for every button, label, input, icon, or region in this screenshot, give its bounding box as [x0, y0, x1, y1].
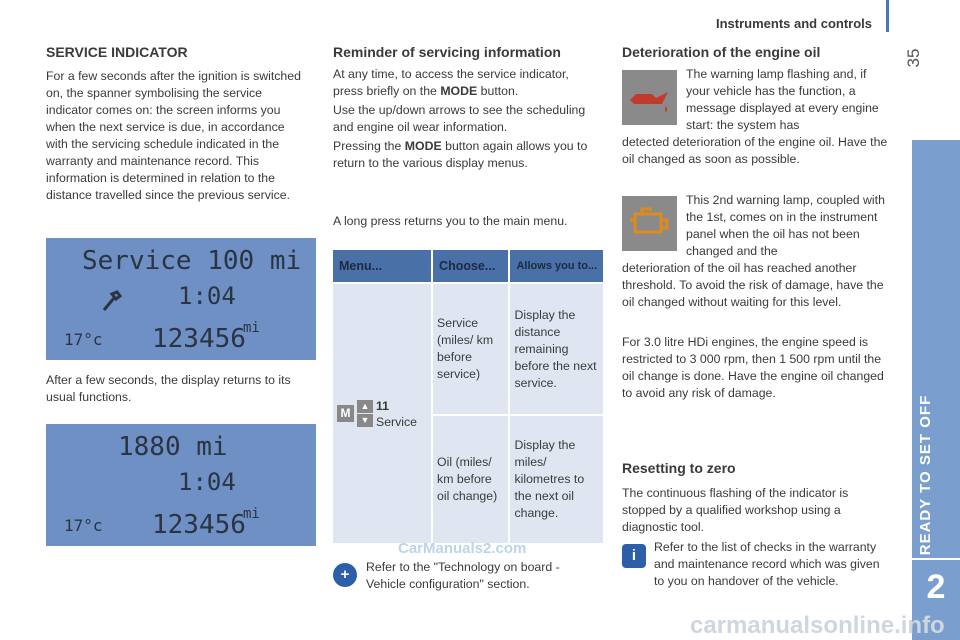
menu-label: Service [376, 414, 418, 429]
resetting-heading: Resetting to zero [622, 460, 736, 476]
reminder-text-2: Use the up/down arrows to see the scheduling and engine oil wear information. [333, 103, 586, 134]
menu-table [333, 250, 605, 543]
sidebar-rule [912, 558, 960, 560]
lcd-unit: mi [243, 506, 260, 522]
lcd-distance-line: 1880 mi [118, 432, 228, 462]
lcd-time: 1:04 [178, 468, 236, 496]
checks-note: Refer to the list of checks in the warranty and maintenance record which was given to you on handover of the vehicle. [654, 540, 880, 588]
oil-warning-icon [622, 70, 677, 125]
second-lamp-text: This 2nd warning lamp, coupled with the 1st, comes on in the instrument panel when the oil has not been changed and the [686, 193, 885, 258]
plus-icon: + [333, 563, 357, 587]
info-icon: i [622, 544, 646, 568]
footer-watermark: carmanualsonline.info [690, 612, 945, 639]
chapter-number: 2 [926, 568, 946, 606]
spanner-icon [100, 290, 122, 319]
display-returns-text: After a few seconds, the display returns to its usual functions. [46, 373, 291, 404]
menu-cell [333, 283, 432, 543]
service-display-image [46, 238, 316, 360]
reference-note: Refer to the "Technology on board - Vehicle configuration" section. [366, 560, 560, 591]
oil-warning-text: The warning lamp flashing and, if your vehicle has the function, a message displayed at every engine start: the system has [686, 67, 879, 132]
m-key-icon: M [337, 405, 354, 422]
lcd-temp: 17°c [64, 516, 103, 535]
reminder-text-1: At any time, to access the service indicator, press briefly on the MODE button. [333, 67, 569, 98]
chapter-label: READY TO SET OFF [917, 394, 934, 556]
table-row [333, 283, 604, 415]
mode-keyword: MODE [404, 139, 442, 153]
table-header: Menu... [333, 250, 432, 283]
lcd-time: 1:04 [178, 282, 236, 310]
table-header: Allows you to... [509, 250, 604, 283]
up-down-icon: ▲ ▼ [357, 399, 373, 428]
lcd-odometer: 123456 [152, 324, 246, 354]
reminder-heading: Reminder of servicing information [333, 44, 561, 60]
service-indicator-heading: SERVICE INDICATOR [46, 44, 188, 60]
reminder-text-3: Pressing the MODE button again allows you to return to the various display menus. [333, 139, 588, 170]
hdi-engine-text: For 3.0 litre HDi engines, the engine speed is restricted to 3 000 rpm, then 1 500 rpm until the oil change is done. Have the engine oil changed to avoid any risk of damage. [622, 335, 884, 400]
oil-warning-text-cont: detected deterioration of the engine oil. Have the oil changed as soon as possible. [622, 135, 888, 166]
table-cell: Oil (miles/ km before oil change) [432, 415, 509, 543]
oil-deterioration-heading: Deterioration of the engine oil [622, 44, 821, 60]
long-press-text: A long press returns you to the main menu. [333, 214, 568, 228]
lcd-temp: 17°c [64, 330, 103, 349]
section-title: Instruments and controls [716, 16, 873, 31]
service-indicator-text: For a few seconds after the ignition is switched on, the spanner symbolising the service indicator comes on: the screen informs you when the next service is due, in accordance with the servicing schedule indicated in the warranty and maintenance record. This information is determined in relation to the distance travelled since the previous service. [46, 69, 301, 202]
lcd-odometer: 123456 [152, 510, 246, 540]
watermark: CarManuals2.com [398, 540, 527, 557]
table-header: Choose... [432, 250, 509, 283]
resetting-text: The continuous flashing of the indicator is stopped by a qualified workshop using a diagnostic tool. [622, 486, 849, 534]
usual-display-image [46, 424, 316, 546]
engine-warning-icon [622, 196, 677, 251]
table-header-row [333, 250, 604, 283]
table-cell: Display the miles/ kilometres to the next oil change. [509, 415, 604, 543]
header-rule [886, 0, 889, 32]
table-cell: Display the distance remaining before the next service. [509, 283, 604, 415]
lcd-unit: mi [243, 320, 260, 336]
page-number: 35 [904, 48, 923, 68]
menu-number: 11 [376, 398, 389, 413]
table-cell: Service (miles/ km before service) [432, 283, 509, 415]
mode-keyword: MODE [440, 84, 478, 98]
second-lamp-text-cont: deterioration of the oil has reached another threshold. To avoid the risk of damage, have the oil changed without waiting for this level. [622, 261, 884, 309]
lcd-service-line: Service 100 mi [82, 246, 302, 276]
